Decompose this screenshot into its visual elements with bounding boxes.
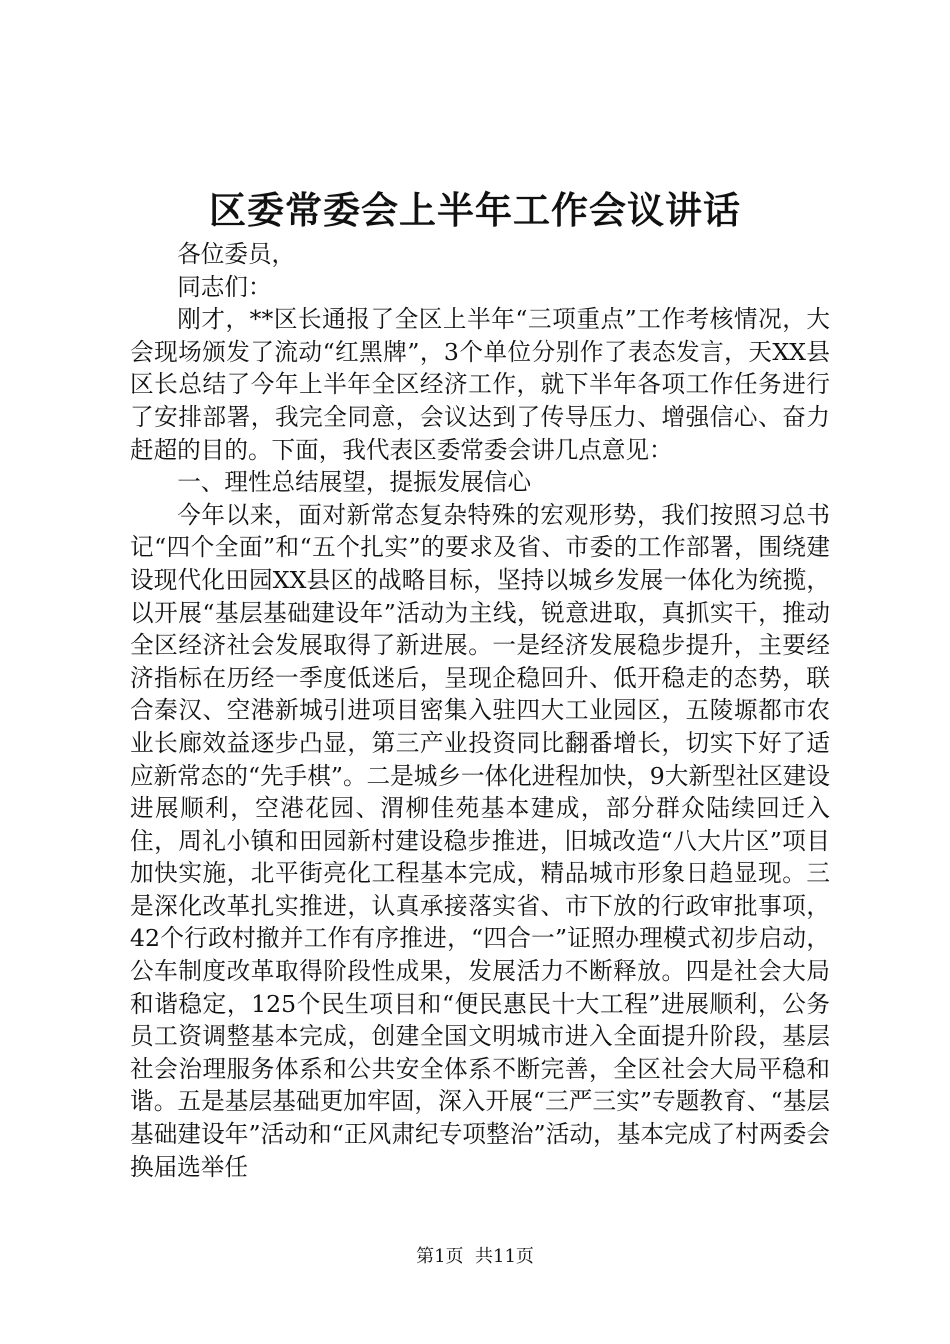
salutation-2: 同志们： [177, 272, 272, 301]
paragraph-review: 今年以来，面对新常态复杂特殊的宏观形势，我们按照习总书记“四个全面”和“五个扎实”的要求及省、市委的工作部署，围绕建设现代化田园XX县区的战略目标，坚持以城乡发展一体化为统揽，以开展“基层基础建设年”活动为主线，锐意进取，真抓实干，推动全区经济社会发展取得了新进展。一是经济发展稳步提升，主要经济指标在历经一季度低迷后，呈现企稳回升、低开稳走的态势，联合秦汉、空港新城引进项目密集入驻四大工业园区，五陵塬都市农业长廊效益逐步凸显，第三产业投资同比翻番增长，切实下好了适应新常态的“先手棋”。二是城乡一体化进程加快，9大新型社区建设进展顺利，空港花园、渭柳佳苑基本建成，部分群众陆续回迁入住，周礼小镇和田园新村建设稳步推进，旧城改造“八大片区”项目加快实施，北平街亮化工程基本完成，精品城市形象日趋显现。三是深化改革扎实推进，认真承接落实省、市下放的行政审批事项，42个行政村撤并工作有序推进，“四合一”证照办理模式初步启动，公车制度改革取得阶段性成果，发展活力不断释放。四是社会大局和谐稳定，125个民生项目和“便民惠民十大工程”进展顺利，公务员工资调整基本完成，创建全国文明城市进入全面提升阶段，基层社会治理服务体系和公共安全体系不断完善，全区社会大局平稳和谐。五是基层基础更加牢固，深入开展“三严三实”专题教育、“基层基础建设年”活动和“正风肃纪专项整治”活动，基本完成了村两委会换届选举任 [130, 500, 830, 1181]
page-footer [0, 1245, 950, 1269]
document-title: 区委常委会上半年工作会议讲话 [209, 188, 741, 232]
section-heading-1: 一、理性总结展望，提振发展信心 [177, 468, 532, 497]
page-number: 第1页 [416, 1246, 464, 1267]
page-total: 共11页 [475, 1246, 534, 1267]
salutation-1: 各位委员， [177, 240, 296, 268]
paragraph-intro: 刚才，**区长通报了全区上半年“三项重点”工作考核情况，大会现场颁发了流动“红黑牌”，3个单位分别作了表态发言，天XX县区长总结了今年上半年全区经济工作，就下半年各项工作任务进行了安排部署，我完全同意，会议达到了传导压力、增强信心、奋力赶超的目的。下面，我代表区委常委会讲几点意见： [130, 305, 830, 464]
document-body [130, 238, 830, 1183]
